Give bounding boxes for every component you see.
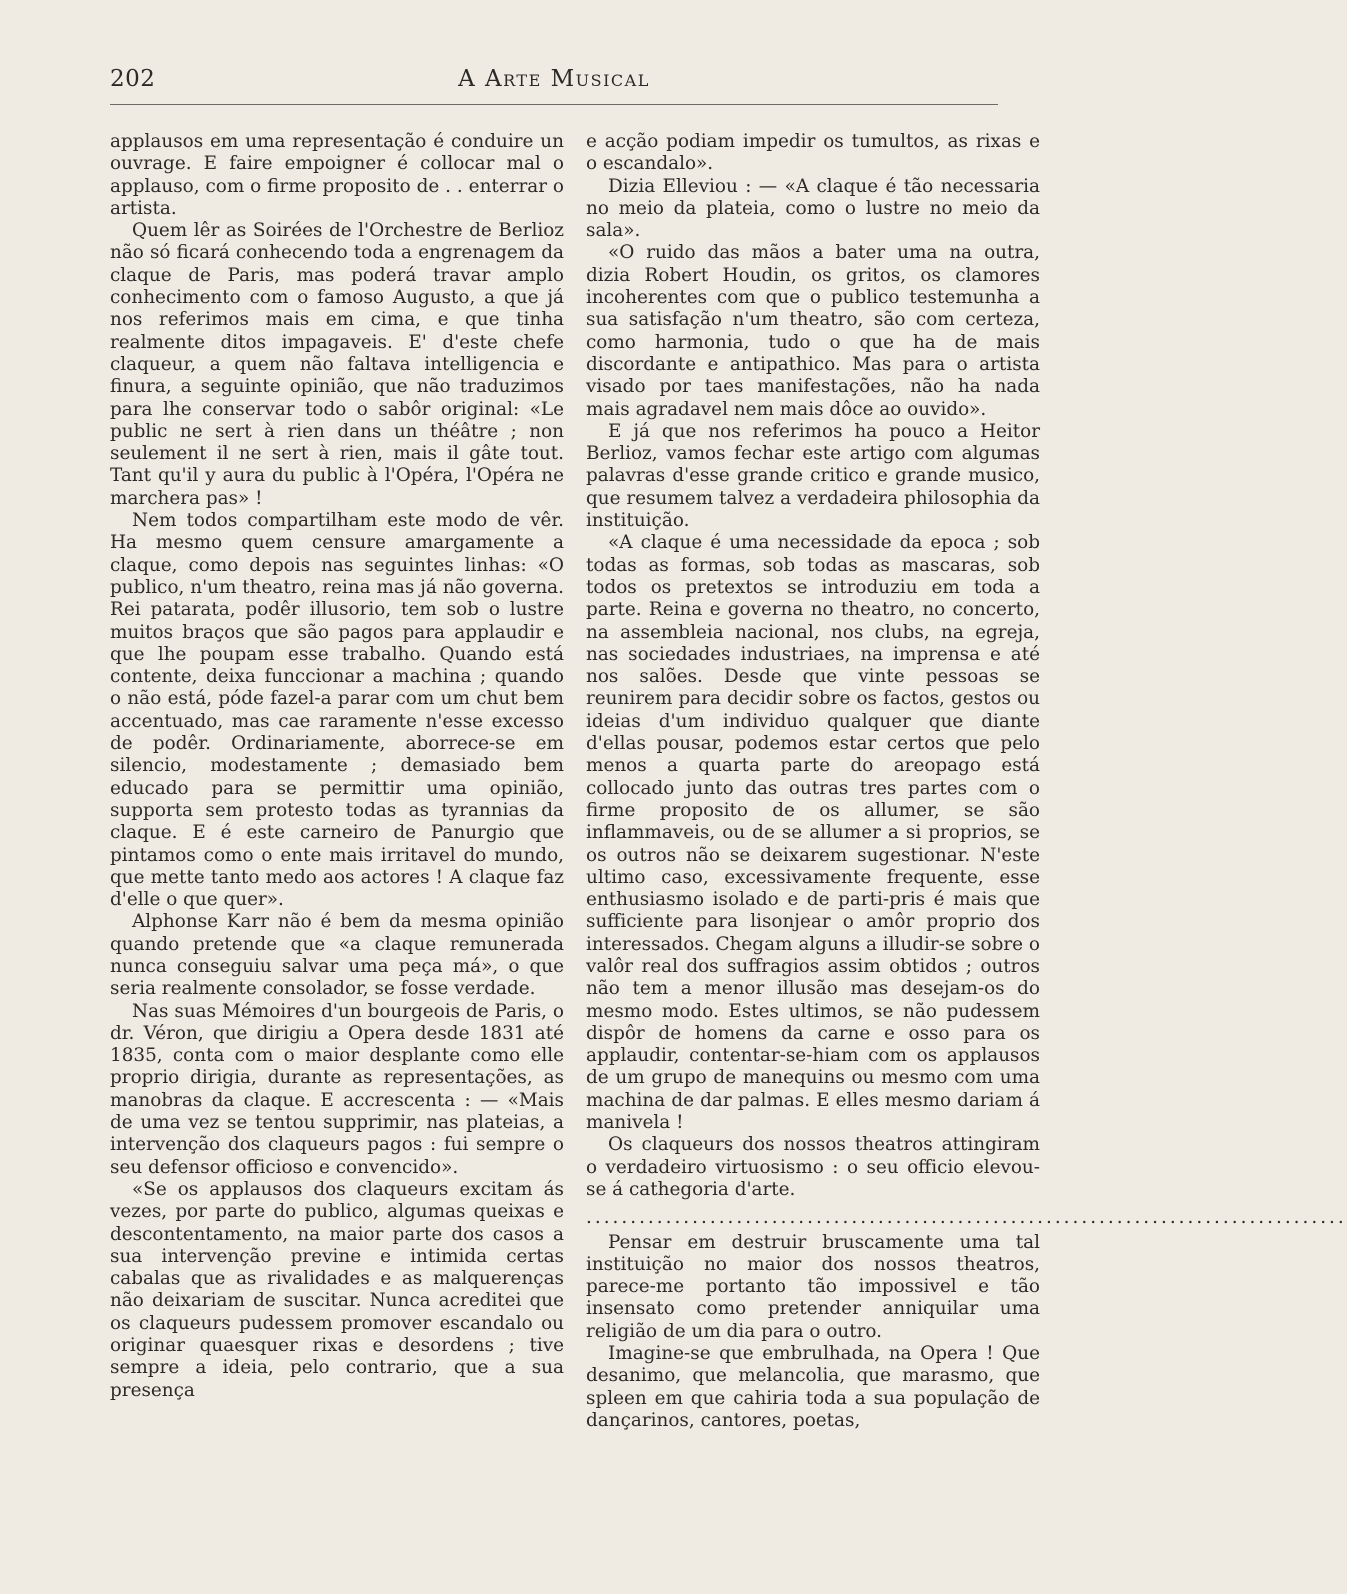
- page-header: [110, 66, 998, 102]
- left-column: [110, 131, 564, 1402]
- paragraph: Nas suas Mémoires d'un bourgeois de Paris, o dr. Véron, que dirigiu a Opera desde 1831 até 1835, conta com o maior desplante como elle proprio dirigia, durante as representações, as manobras da claque. E accrescenta : — «Mais de uma vez se tentou supprimir, nas plateias, a intervenção dos claqueurs pagos : fui sempre o seu defensor officioso e convencido».: [110, 1000, 564, 1178]
- paragraph: applausos em uma representação é conduire un ouvrage. E faire empoigner é collocar mal o applauso, com o firme proposito de . . enterrar o artista.: [110, 131, 564, 219]
- ellipsis-separator: ......................................................................................: [586, 1207, 1347, 1229]
- header-rule: [110, 104, 998, 105]
- paragraph: Os claqueurs dos nossos theatros attingiram o verdadeiro virtuosismo : o seu officio elevou-se á cathegoria d'arte.: [586, 1134, 1040, 1200]
- paragraph: «Se os applausos dos claqueurs excitam ás vezes, por parte do publico, algumas queixas e descontentamento, na maior parte dos casos a sua intervenção previne e intimida certas cabalas que as rivalidades e as malquerenças não deixariam de suscitar. Nunca acreditei que os claqueurs pudessem promover escandalo ou originar quaesquer rixas e desordens ; tive sempre a ideia, pelo contrario, que a sua presença: [110, 1178, 564, 1401]
- paragraph: E já que nos referimos ha pouco a Heitor Berlioz, vamos fechar este artigo com algumas palavras d'esse grande critico e grande musico, que resumem talvez a verdadeira philosophia da instituição.: [586, 420, 1040, 532]
- paragraph: Imagine-se que embrulhada, na Opera ! Que desanimo, que melancolia, que marasmo, que spleen em que cahiria toda a sua população de dançarinos, cantores, poetas,: [586, 1343, 1040, 1431]
- paragraph: Quem lêr as Soirées de l'Orchestre de Berlioz não só ficará conhecendo toda a engrenagem da claque de Paris, mas poderá travar amplo conhecimento com o famoso Augusto, a que já nos referimos mais em cima, e que tinha realmente ditos impagaveis. E' d'este chefe claqueur, a quem não faltava intelligencia e finura, a seguinte opinião, que não traduzimos para lhe conservar todo o sabôr original: «Le public ne sert à rien dans un théâtre ; non seulement il ne sert à rien, mais il gâte tout. Tant qu'il y aura du public à l'Opéra, l'Opéra ne marchera pas» !: [110, 220, 564, 509]
- paragraph: Dizia Elleviou : — «A claque é tão necessaria no meio da plateia, como o lustre no meio da sala».: [586, 175, 1040, 242]
- paragraph: «A claque é uma necessidade da epoca ; sob todas as formas, sob todas as mascaras, sob todos os pretextos se introduziu em toda a parte. Reina e governa no theatro, no concerto, na assembleia nacional, nos clubs, na egreja, nas sociedades industriaes, na imprensa e até nos salões. Desde que vinte pessoas se reunirem para decidir sobre os factos, gestos ou ideias d'um individuo qualquer que diante d'ellas pousar, podemos estar certos que pelo menos a quarta parte do areopago está collocado junto das outras tres partes com o firme proposito de os allumer, se são inflammaveis, ou de se allumer a si proprios, se os outros não se deixarem sugestionar. N'este ultimo caso, excessivamente frequente, esse enthusiasmo isolado e de parti-pris é mais que sufficiente para lisonjear o amôr proprio dos interessados. Chegam alguns a illudir-se sobre o valôr real dos suffragios assim obtidos ; outros não tem a menor illusão mas desejam-os do mesmo modo. Estes ultimos, se não pudessem dispôr de homens da carne e osso para os applaudir, contentar-se-hiam com os applausos de um grupo de manequins ou mesmo com uma machina de dar palmas. E elles mesmo dariam á manivela !: [586, 532, 1040, 1134]
- page-number: 202: [110, 66, 156, 92]
- running-title: A Arte Musical: [458, 66, 650, 92]
- paragraph: e acção podiam impedir os tumultos, as rixas e o escandalo».: [586, 131, 1040, 175]
- paragraph: Alphonse Karr não é bem da mesma opinião quando pretende que «a claque remunerada nunca conseguiu salvar uma peça má», o que seria realmente consolador, se fosse verdade.: [110, 911, 564, 1000]
- paragraph: Pensar em destruir bruscamente uma tal instituição no maior dos nossos theatros, parece-me portanto tão impossivel e tão insensato como pretender anniquilar uma religião de um dia para o outro.: [586, 1231, 1040, 1342]
- paragraph: «O ruido das mãos a bater uma na outra, dizia Robert Houdin, os gritos, os clamores incoherentes com que o publico testemunha a sua satisfação n'um theatro, são com certeza, como harmonia, tudo o que ha de mais discordante e antipathico. Mas para o artista visado por taes manifestações, não ha nada mais agradavel nem mais dôce ao ouvido».: [586, 242, 1040, 420]
- paragraph: Nem todos compartilham este modo de vêr. Ha mesmo quem censure amargamente a claque, como depois nas seguintes linhas: «O publico, n'um theatro, reina mas já não governa. Rei patarata, podêr illusorio, tem sob o lustre muitos braços que são pagos para applaudir e que lhe poupam esse trabalho. Quando está contente, deixa funccionar a machina ; quando o não está, póde fazel-a parar com um chut bem accentuado, mas cae raramente n'esse excesso de podêr. Ordinariamente, aborrece-se em silencio, modestamente ; demasiado bem educado para se permittir uma opinião, supporta sem protesto todas as tyrannias da claque. E é este carneiro de Panurgio que pintamos como o ente mais irritavel do mundo, que mette tanto medo aos actores ! A claque faz d'elle o que quer».: [110, 510, 564, 911]
- right-column: [586, 131, 1347, 1432]
